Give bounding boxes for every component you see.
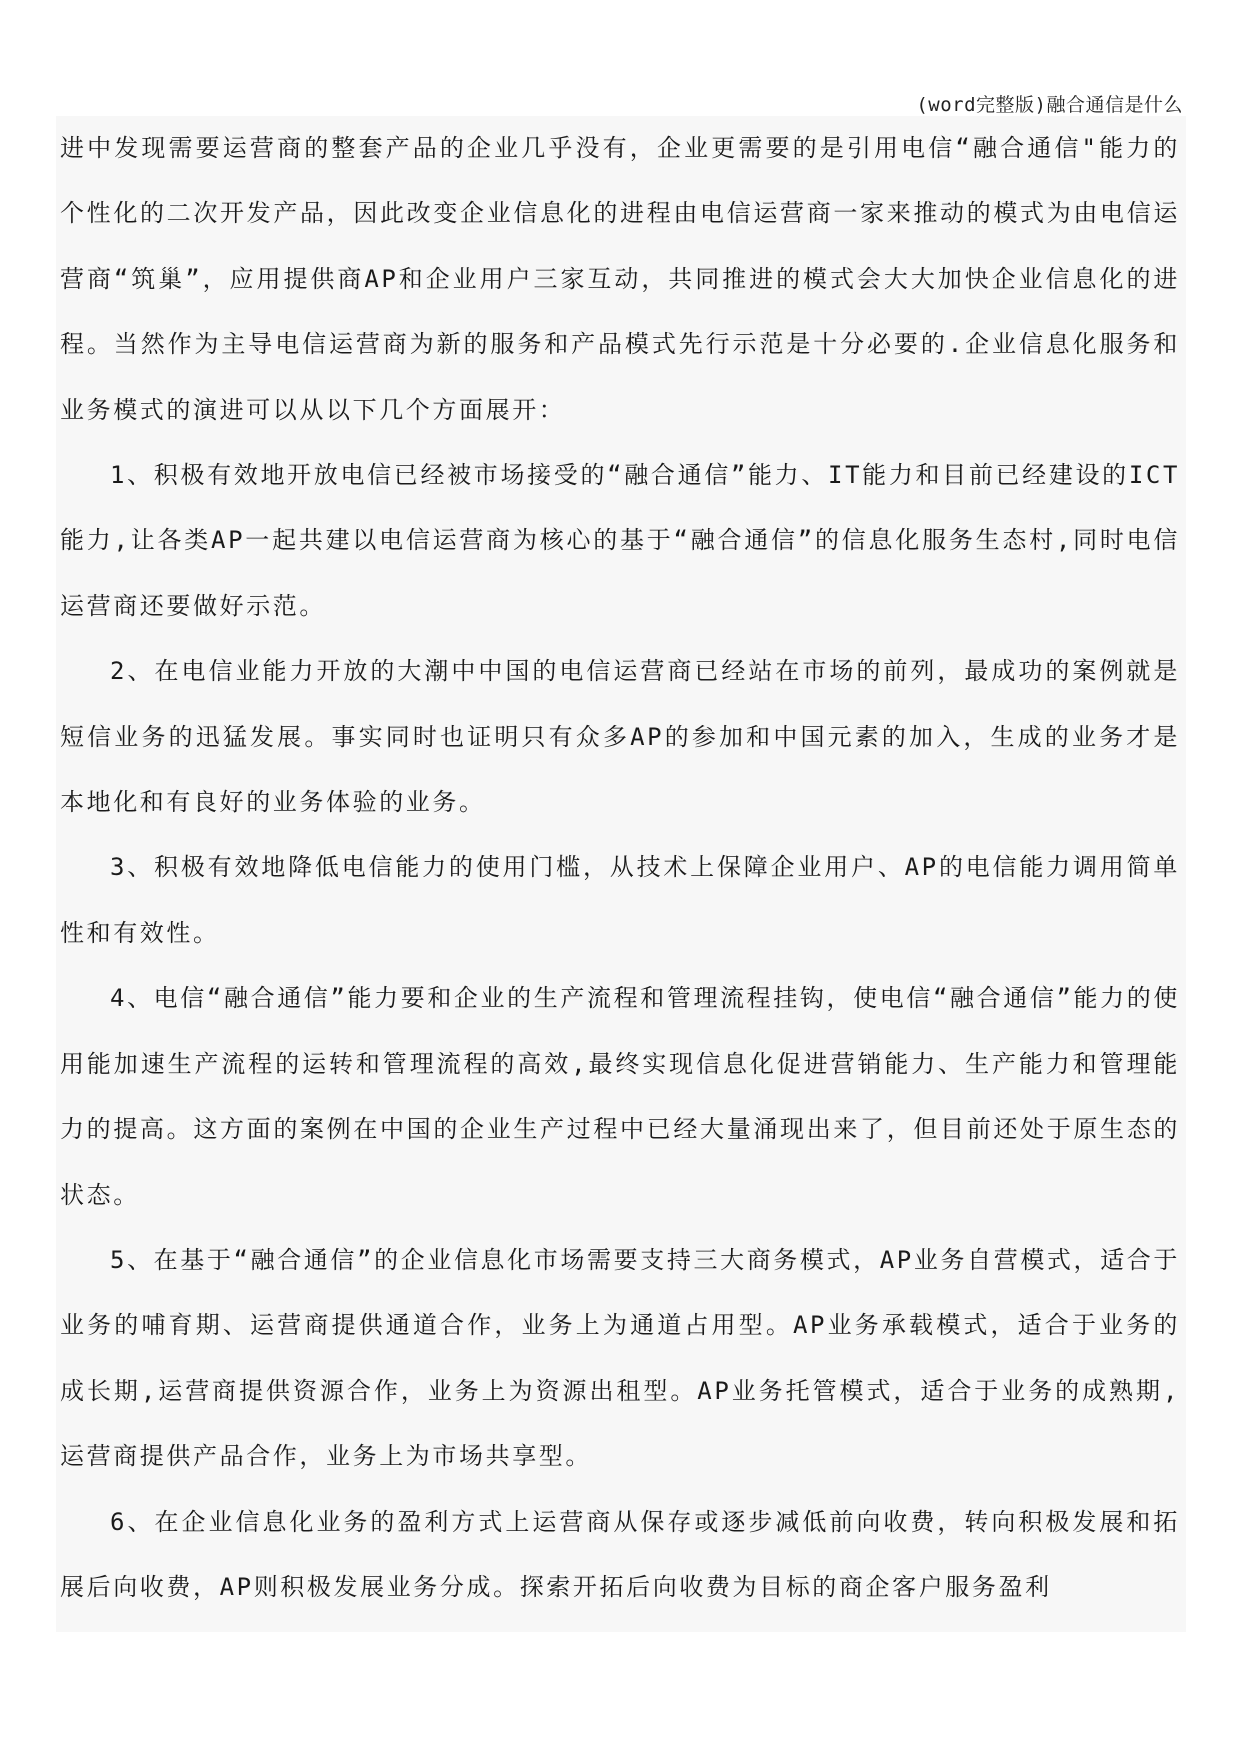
page-header: (word完整版)融合通信是什么 bbox=[916, 94, 1183, 116]
paragraph-item-6: 6、在企业信息化业务的盈利方式上运营商从保存或逐步减低前向收费，转向积极发展和拓展后向收费，AP则积极发展业务分成。探索开拓后向收费为目标的商企客户服务盈利 bbox=[60, 1507, 1180, 1601]
paragraph-item-3: 3、积极有效地降低电信能力的使用门槛，从技术上保障企业用户、AP的电信能力调用简单性和有效性。 bbox=[60, 853, 1180, 947]
paragraph-item-2: 2、在电信业能力开放的大潮中中国的电信运营商已经站在市场的前列，最成功的案例就是短信业务的迅猛发展。事实同时也证明只有众多AP的参加和中国元素的加入，生成的业务才是本地化和有良好的业务体验的业务。 bbox=[60, 657, 1180, 817]
paragraph-item-5: 5、在基于“融合通信”的企业信息化市场需要支持三大商务模式，AP业务自营模式，适合于业务的哺育期、运营商提供通道合作，业务上为通道占用型。AP业务承载模式，适合于业务的成长期,运营商提供资源合作，业务上为资源出租型。AP业务托管模式，适合于业务的成熟期,运营商提供产品合作，业务上为市场共享型。 bbox=[60, 1245, 1180, 1471]
paragraph-item-1: 1、积极有效地开放电信已经被市场接受的“融合通信”能力、IT能力和目前已经建设的ICT能力,让各类AP一起共建以电信运营商为核心的基于“融合通信”的信息化服务生态村,同时电信运营商还要做好示范。 bbox=[60, 461, 1180, 620]
paragraph-intro: 进中发现需要运营商的整套产品的企业几乎没有，企业更需要的是引用电信“融合通信"能力的个性化的二次开发产品，因此改变企业信息化的进程由电信运营商一家来推动的模式为由电信运营商“筑巢”，应用提供商AP和企业用户三家互动，共同推进的模式会大大加快企业信息化的进程。当然作为主导电信运营商为新的服务和产品模式先行示范是十分必要的.企业信息化服务和业务模式的演进可以从以下几个方面展开： bbox=[60, 134, 1180, 424]
document-body bbox=[56, 116, 1186, 1632]
paragraph-item-4: 4、电信“融合通信”能力要和企业的生产流程和管理流程挂钩，使电信“融合通信”能力的使用能加速生产流程的运转和管理流程的高效,最终实现信息化促进营销能力、生产能力和管理能力的提高。这方面的案例在中国的企业生产过程中已经大量涌现出来了，但目前还处于原生态的状态。 bbox=[60, 984, 1180, 1209]
